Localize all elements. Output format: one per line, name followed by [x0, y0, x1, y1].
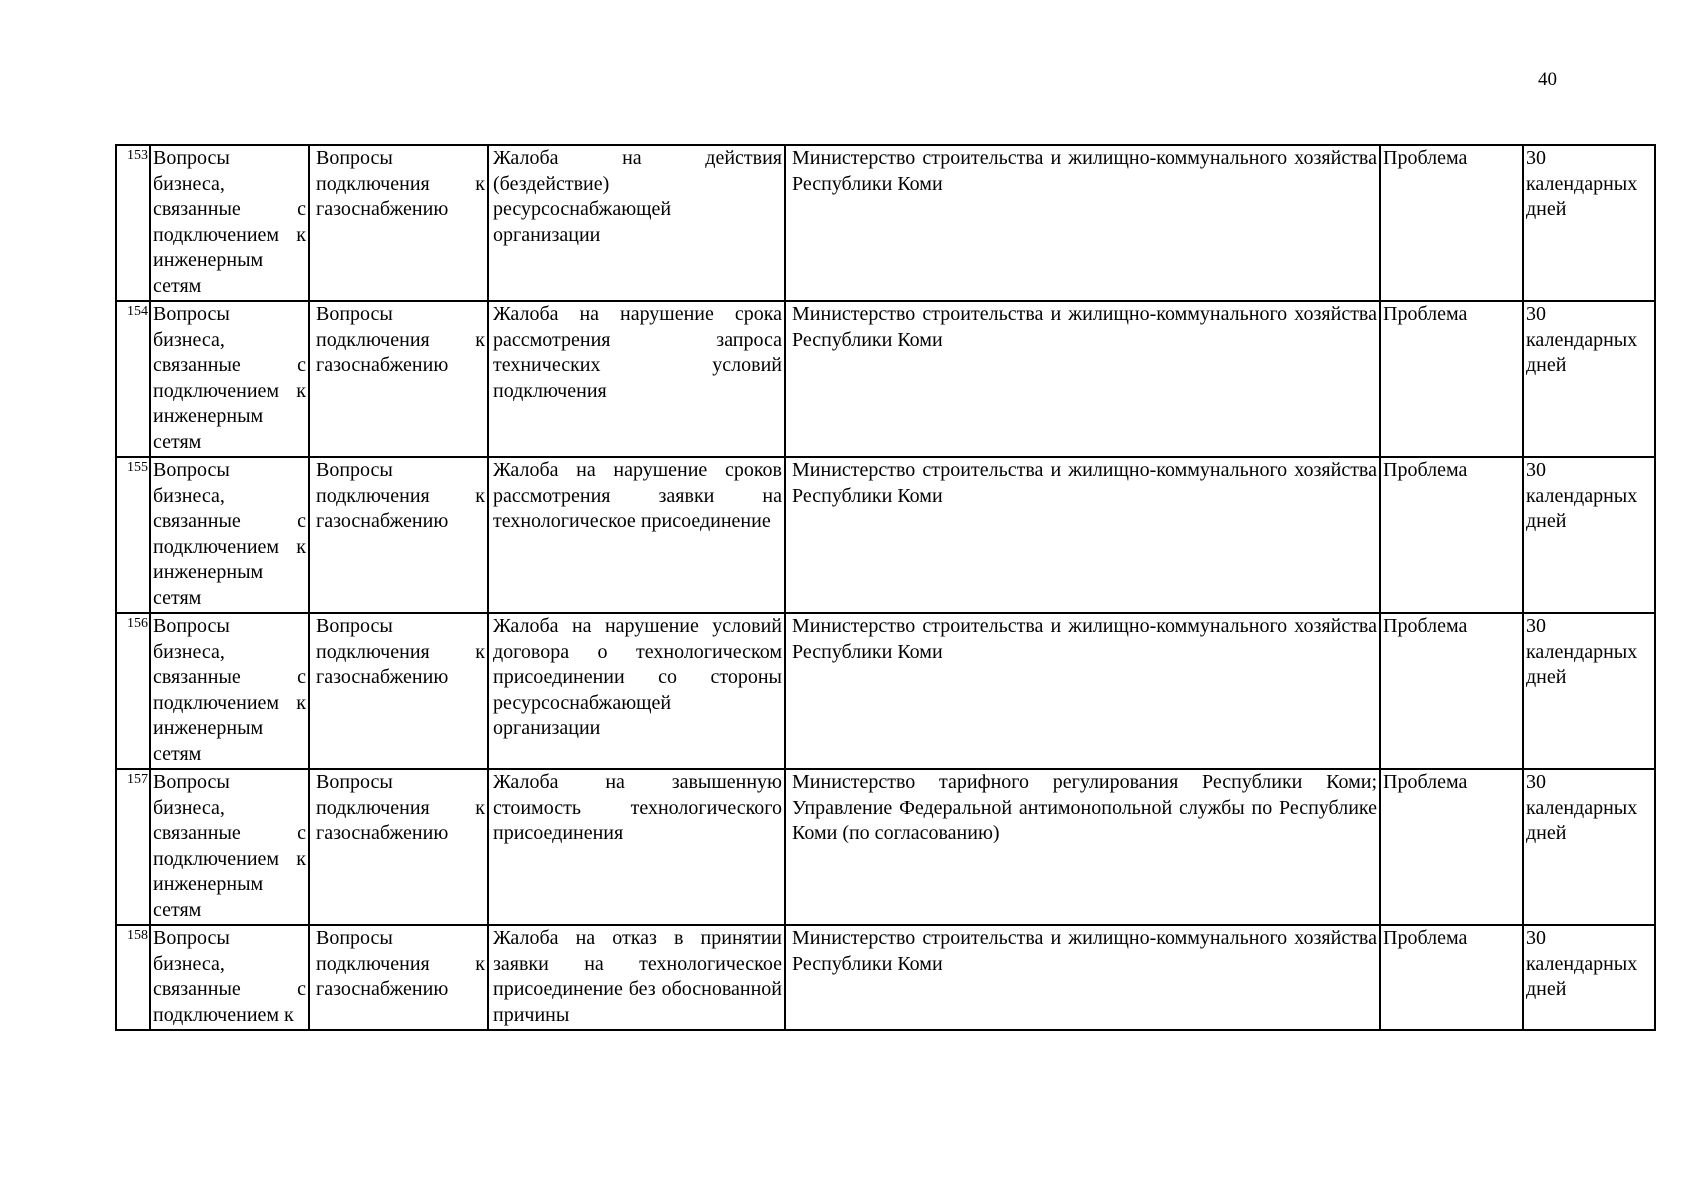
table-row [116, 925, 1655, 1030]
table-row [116, 457, 1655, 613]
type-cell: Проблема [1380, 769, 1523, 925]
type-cell: Проблема [1380, 301, 1523, 457]
organization-cell: Министерство строительства и жилищно-коммунального хозяйства Республики Коми [785, 925, 1380, 1030]
issue-cell: Жалоба на нарушение сроков рассмотрения заявки на технологическое присоединение [488, 457, 785, 613]
issue-cell: Жалоба на завышенную стоимость технологического присоединения [488, 769, 785, 925]
row-number: 154 [116, 301, 150, 457]
subcategory-cell: Вопросы подключения к газоснабжению [309, 145, 488, 301]
page-number: 40 [1538, 69, 1557, 90]
type-cell: Проблема [1380, 145, 1523, 301]
row-number: 157 [116, 769, 150, 925]
issue-cell: Жалоба на нарушение срока рассмотрения запроса технических условий подключения [488, 301, 785, 457]
organization-cell: Министерство строительства и жилищно-коммунального хозяйства Республики Коми [785, 301, 1380, 457]
deadline-cell: 30 календарных дней [1523, 457, 1655, 613]
row-number: 156 [116, 613, 150, 769]
type-cell: Проблема [1380, 457, 1523, 613]
issue-cell: Жалоба на отказ в принятии заявки на технологическое присоединение без обоснованной причины [488, 925, 785, 1030]
subcategory-cell: Вопросы подключения к газоснабжению [309, 613, 488, 769]
table-row [116, 145, 1655, 301]
subcategory-cell: Вопросы подключения к газоснабжению [309, 301, 488, 457]
deadline-cell: 30 календарных дней [1523, 301, 1655, 457]
type-cell: Проблема [1380, 925, 1523, 1030]
sphere-cell: Вопросы бизнеса, связанные с подключением к инженерным сетям [150, 301, 309, 457]
subcategory-cell: Вопросы подключения к газоснабжению [309, 457, 488, 613]
sphere-cell: Вопросы бизнеса, связанные с подключением к [150, 925, 309, 1030]
sphere-cell: Вопросы бизнеса, связанные с подключением к инженерным сетям [150, 145, 309, 301]
sphere-cell: Вопросы бизнеса, связанные с подключением к инженерным сетям [150, 613, 309, 769]
issue-cell: Жалоба на нарушение условий договора о технологическом присоединении со стороны ресурсоснабжающей организации [488, 613, 785, 769]
sphere-cell: Вопросы бизнеса, связанные с подключением к инженерным сетям [150, 457, 309, 613]
row-number: 158 [116, 925, 150, 1030]
deadline-cell: 30 календарных дней [1523, 769, 1655, 925]
registry-table [115, 144, 1656, 1031]
subcategory-cell: Вопросы подключения к газоснабжению [309, 769, 488, 925]
table-row [116, 613, 1655, 769]
subcategory-cell: Вопросы подключения к газоснабжению [309, 925, 488, 1030]
deadline-cell: 30 календарных дней [1523, 925, 1655, 1030]
sphere-cell: Вопросы бизнеса, связанные с подключением к инженерным сетям [150, 769, 309, 925]
row-number: 155 [116, 457, 150, 613]
table-row [116, 769, 1655, 925]
deadline-cell: 30 календарных дней [1523, 145, 1655, 301]
row-number: 153 [116, 145, 150, 301]
organization-cell: Министерство строительства и жилищно-коммунального хозяйства Республики Коми [785, 613, 1380, 769]
organization-cell: Министерство тарифного регулирования Республики Коми; Управление Федеральной антимонопольной службы по Республике Коми (по согласованию) [785, 769, 1380, 925]
table-row [116, 301, 1655, 457]
organization-cell: Министерство строительства и жилищно-коммунального хозяйства Республики Коми [785, 145, 1380, 301]
type-cell: Проблема [1380, 613, 1523, 769]
deadline-cell: 30 календарных дней [1523, 613, 1655, 769]
organization-cell: Министерство строительства и жилищно-коммунального хозяйства Республики Коми [785, 457, 1380, 613]
issue-cell: Жалоба на действия (бездействие) ресурсоснабжающей организации [488, 145, 785, 301]
